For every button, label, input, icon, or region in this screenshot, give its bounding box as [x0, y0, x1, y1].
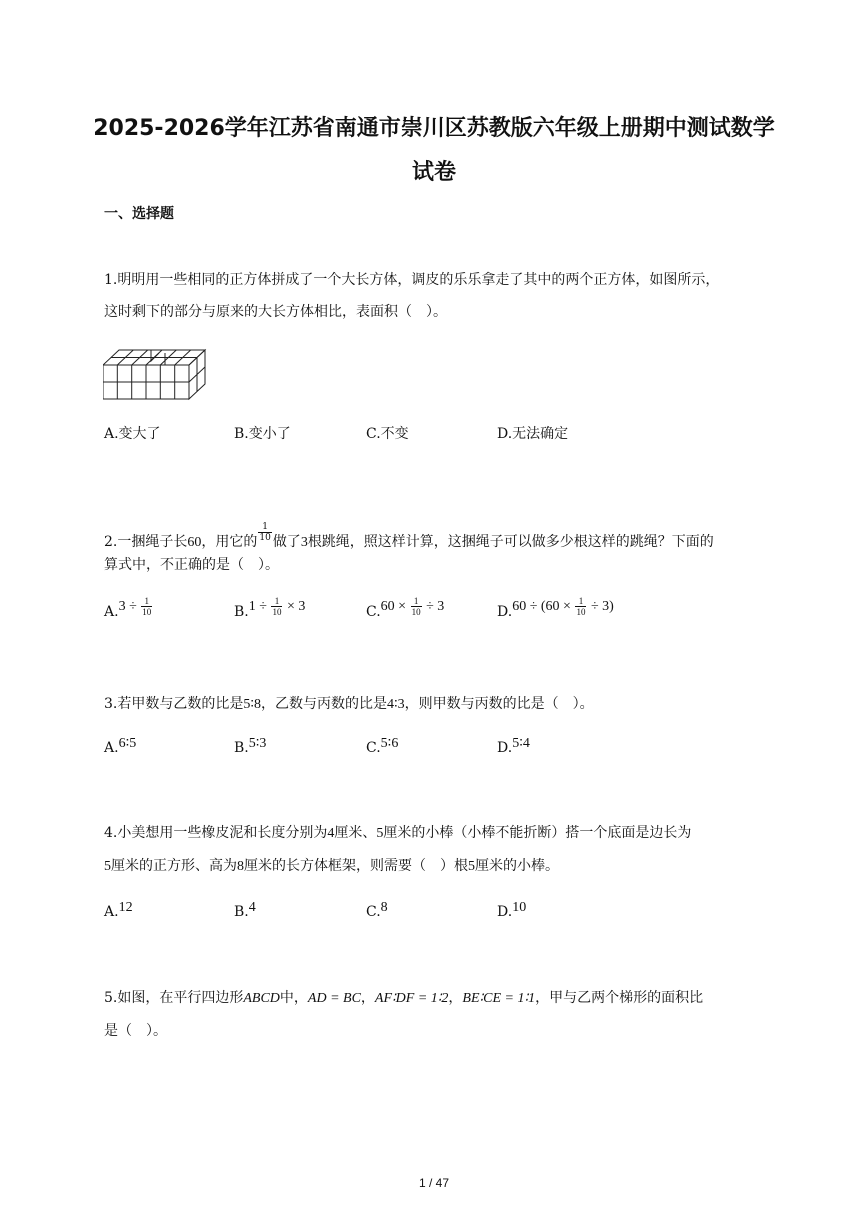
document-title-line1: 2025-2026学年江苏省南通市崇川区苏教版六年级上册期中测试数学 [93, 116, 775, 141]
q2-text: 根跳绳，照这样计算，这捆绳子可以做多少根这样的跳绳？下面的 [307, 534, 714, 550]
fraction-denominator: 10 [576, 607, 586, 618]
option-fraction [271, 596, 282, 617]
option-label: B. [234, 740, 249, 756]
q3-text-line1 [104, 694, 594, 715]
q5-parallelogram-name: ABCD [243, 991, 280, 1006]
page-indicator: 1 / 47 [418, 1176, 450, 1190]
q2-text: 做了 [272, 534, 301, 550]
q2-text-line1 [104, 522, 714, 553]
q4-text: 厘米的正方形、高为 [111, 858, 237, 874]
q2-option-d[interactable] [497, 596, 614, 623]
option-value: 5∶3 [248, 736, 267, 751]
option-label: A. [104, 740, 119, 756]
q5-text-line2: 是（ ）。 [104, 1023, 167, 1039]
q3-ratio: 5∶8 [243, 697, 262, 712]
q3-option-b[interactable] [234, 738, 266, 759]
q3-ratio: 4∶3 [387, 697, 405, 712]
q3-text: ，则甲数与丙数的比是（ ）。 [404, 696, 594, 712]
q4-option-c[interactable] [366, 902, 388, 923]
q1-text-line1: 1.明明用一些相同的正方体拼成了一个大长方体，调皮的乐乐拿走了其中的两个正方体，如图所示， [104, 272, 720, 288]
q5-text: 中， [279, 990, 308, 1006]
q5-text: ， [360, 990, 375, 1006]
q2-option-b[interactable] [234, 596, 306, 623]
option-label: A. [104, 604, 119, 620]
option-value: 6∶5 [118, 736, 137, 751]
fraction-denominator: 10 [142, 607, 152, 618]
q2-text: ，用它的 [201, 534, 258, 550]
option-value: 10 [512, 900, 527, 915]
q2-text: 2.一捆绳子长 [104, 534, 188, 550]
q1-text-line2: 这时剩下的部分与原来的大长方体相比，表面积（ ）。 [104, 304, 447, 320]
option-label: C. [366, 740, 381, 756]
q4-text-line2 [104, 856, 559, 877]
q4-number: 5 [104, 859, 111, 874]
q5-text-line1 [104, 988, 703, 1009]
document-title-line2: 试卷 [411, 160, 456, 185]
q4-option-a[interactable] [104, 902, 133, 923]
option-fraction [141, 596, 152, 617]
option-label: D. [497, 740, 513, 756]
option-label: D. [497, 904, 513, 920]
q3-text: ，乙数与丙数的比是 [261, 696, 388, 712]
fraction-numerator: 1 [575, 596, 586, 607]
fraction-numerator: 1 [141, 596, 152, 607]
q2-text-line2: 算式中，不正确的是（ ）。 [104, 557, 279, 573]
option-label: C. [366, 904, 381, 920]
q4-text: 厘米的小棒（小棒不能折断）搭一个底面是边长为 [383, 825, 692, 841]
q1-option-d[interactable]: D.无法确定 [497, 426, 569, 442]
q3-option-d[interactable] [497, 738, 530, 759]
q2-fraction [258, 522, 271, 543]
option-value: 12 [118, 900, 133, 915]
q4-text: 4.小美想用一些橡皮泥和长度分别为 [104, 825, 328, 841]
option-value: 8 [380, 900, 388, 915]
q2-number: 60 [187, 535, 202, 550]
option-label: C. [366, 604, 381, 620]
q3-text: 3.若甲数与乙数的比是 [104, 696, 244, 712]
option-fraction [575, 596, 586, 617]
q4-number: 4 [327, 826, 335, 841]
option-label: D. [497, 604, 513, 620]
fraction-denominator: 10 [272, 607, 282, 618]
q4-number: 8 [237, 859, 244, 874]
cuboid-figure [103, 345, 207, 401]
q5-equation: BE∶CE = 1∶1 [462, 991, 536, 1006]
option-expression: ÷ 3 [422, 599, 445, 614]
option-expression: 60 ÷ (60 × [512, 599, 575, 614]
q5-text: 5.如图，在平行四边形 [104, 990, 244, 1006]
fraction-numerator: 1 [271, 596, 282, 607]
option-expression: ÷ 3) [587, 599, 614, 614]
option-expression: 1 ÷ [248, 599, 271, 614]
q5-text: ，甲与乙两个梯形的面积比 [535, 990, 704, 1006]
q4-text: 厘米的长方体框架，则需要（ ）根 [244, 858, 468, 874]
fraction-numerator: 1 [411, 596, 422, 607]
option-value: 4 [248, 900, 256, 915]
option-expression: × 3 [283, 599, 306, 614]
option-fraction [411, 596, 422, 617]
q5-equation: AD = BC [307, 991, 361, 1006]
option-expression: 3 ÷ [118, 599, 141, 614]
q4-number: 5 [468, 859, 475, 874]
q2-number: 3 [300, 535, 308, 550]
q1-option-b[interactable]: B.变小了 [234, 426, 291, 442]
q2-option-a[interactable] [104, 596, 153, 623]
q1-option-a[interactable]: A.变大了 [104, 426, 161, 442]
q2-option-c[interactable] [366, 596, 445, 623]
q5-equation: AF∶DF = 1∶2 [374, 991, 449, 1006]
option-label: B. [234, 904, 249, 920]
option-expression: 60 × [380, 599, 410, 614]
fraction-denominator: 10 [411, 607, 421, 618]
q3-option-c[interactable] [366, 738, 398, 759]
section-heading: 一、选择题 [104, 206, 174, 222]
option-label: A. [104, 904, 119, 920]
option-label: B. [234, 604, 249, 620]
q4-text-line1 [104, 823, 691, 844]
q5-text: ， [448, 990, 463, 1006]
fraction-numerator: 1 [258, 522, 271, 533]
q4-option-b[interactable] [234, 902, 256, 923]
q3-option-a[interactable] [104, 738, 136, 759]
q4-number: 5 [376, 826, 384, 841]
q4-text: 厘米的小棒。 [475, 858, 559, 874]
q1-option-c[interactable]: C.不变 [366, 426, 409, 442]
q4-text: 厘米、 [334, 825, 377, 841]
option-value: 5∶6 [380, 736, 399, 751]
option-value: 5∶4 [512, 736, 530, 751]
fraction-denominator: 10 [259, 533, 271, 543]
q4-option-d[interactable] [497, 902, 526, 923]
